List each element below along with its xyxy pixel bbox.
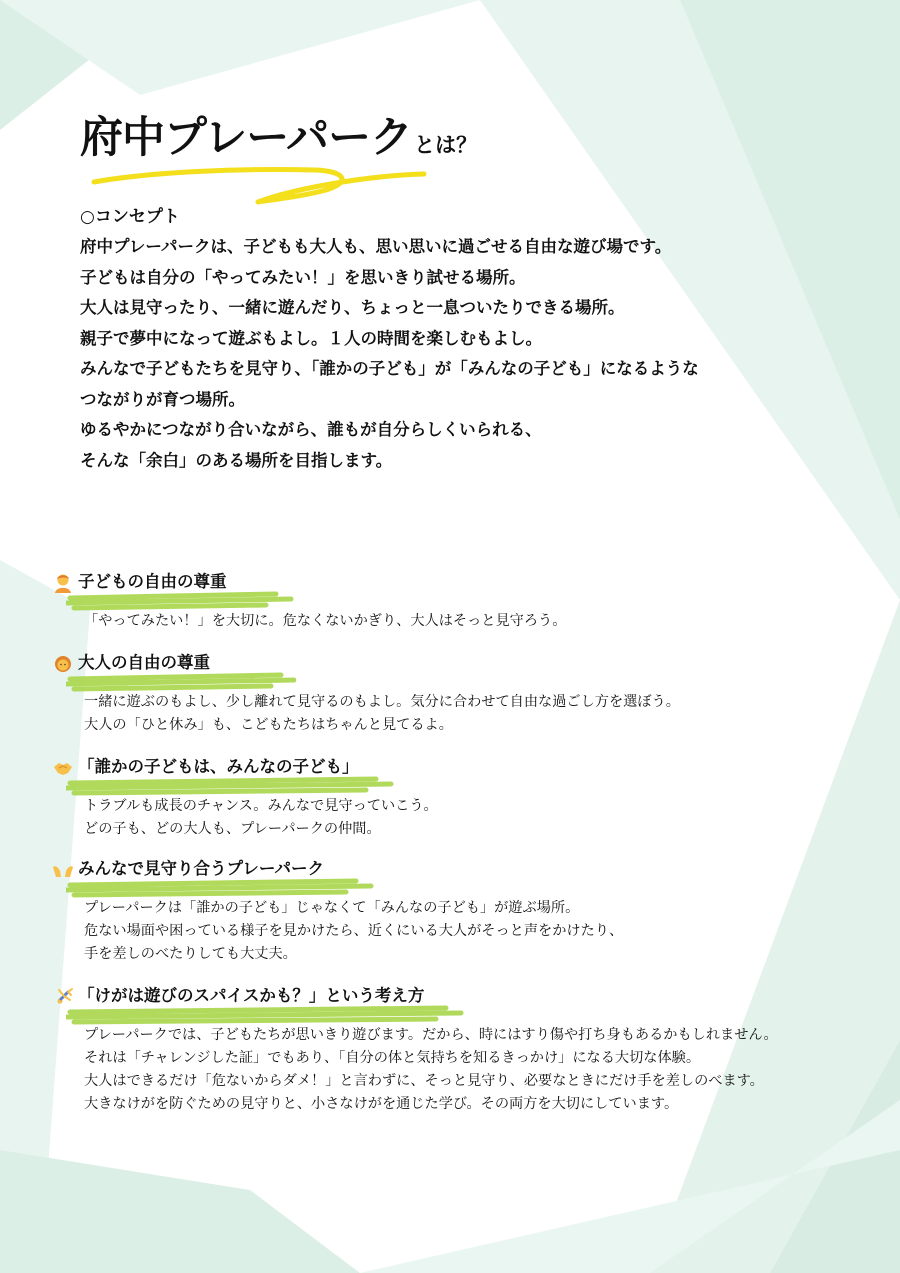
section-mutual-watching [52, 857, 882, 966]
section-everyones-child [52, 755, 882, 841]
concept-line: 大人は見守ったり、一緒に遊んだり、ちょっと一息ついたりできる場所。 [80, 298, 625, 317]
title-underline [90, 160, 430, 208]
section-line: 手を差しのべたりしても大丈夫。 [84, 946, 297, 962]
section-line: 大きなけがを防ぐための見守りと、小さなけがを通じた学び。その両方を大切にしています。 [84, 1096, 679, 1112]
section-line: プレーパークでは、子どもたちが思いきり遊びます。だから、時にはすり傷や打ち身もあるかもしれません。 [84, 1027, 778, 1043]
section-title: みんなで見守り合うプレーパーク [78, 859, 325, 878]
concept-line: 府中プレーパークは、子どもも大人も、思い思いに過ごせる自由な遊び場です。 [80, 237, 672, 256]
concept-line: 子どもは自分の「やってみたい！」を思いきり試せる場所。 [80, 267, 526, 287]
concept-line: つながりが育つ場所。 [80, 389, 245, 409]
title-main: 府中プレーパーク [80, 113, 413, 163]
section-line: それは「チャレンジした証」でもあり、「自分の体と気持ちを知るきっかけ」になる大切な体験。 [84, 1050, 701, 1066]
section-line: どの子も、どの大人も、プレーパークの仲間。 [84, 821, 381, 837]
concept-line: ゆるやかにつながり合いながら、誰もが自分らしくいられる、 [80, 420, 542, 439]
section-line: プレーパークは「誰かの子ども」じゃなくて「みんなの子ども」が遊ぶ場所。 [84, 900, 580, 916]
section-line: 大人の「ひと休み」も、こどもたちはちゃんと見てるよ。 [84, 717, 453, 733]
section-child-freedom [52, 570, 882, 633]
section-injury-spice [52, 984, 882, 1116]
section-title: 「けがは遊びのスパイスかも？」という考え方 [78, 986, 425, 1005]
section-line: 大人はできるだけ「危ないからダメ！」と言わずに、そっと見守り、必要なときにだけ手を差しのべます。 [84, 1073, 764, 1089]
section-line: 一緒に遊ぶのもよし、少し離れて見守るのもよし。気分に合わせて自由な過ごし方を選ぼう。 [84, 694, 680, 710]
child-icon [52, 572, 74, 594]
cartwheel-icon [52, 986, 74, 1008]
open-hands-icon [52, 859, 74, 881]
title-suffix: とは？ [414, 133, 478, 157]
section-title: 大人の自由の尊重 [78, 653, 210, 672]
section-line: トラブルも成長のチャンス。みんなで見守っていこう。 [84, 798, 438, 814]
section-line: 「やってみたい！」を大切に。危なくないかぎり、大人はそっと見守ろう。 [84, 613, 567, 629]
concept-heading: ○コンセプト [80, 207, 180, 227]
section-title: 子どもの自由の尊重 [78, 572, 227, 591]
concept-block [80, 202, 870, 476]
section-title: 「誰かの子どもは、みんなの子ども」 [78, 757, 359, 776]
section-line: 危ない場面や困っている様子を見かけたら、近くにいる大人がそっと声をかけたり、 [84, 923, 624, 939]
handshake-icon [52, 757, 74, 779]
section-adult-freedom [52, 651, 882, 737]
page-title [80, 104, 477, 165]
concept-line: 親子で夢中になって遊ぶもよし。１人の時間を楽しむもよし。 [80, 328, 542, 348]
concept-line: みんなで子どもたちを見守り、「誰かの子ども」が「みんなの子ども」になるような [80, 359, 699, 378]
adult-icon [52, 653, 74, 675]
concept-line: そんな「余白」のある場所を目指します。 [80, 450, 393, 470]
